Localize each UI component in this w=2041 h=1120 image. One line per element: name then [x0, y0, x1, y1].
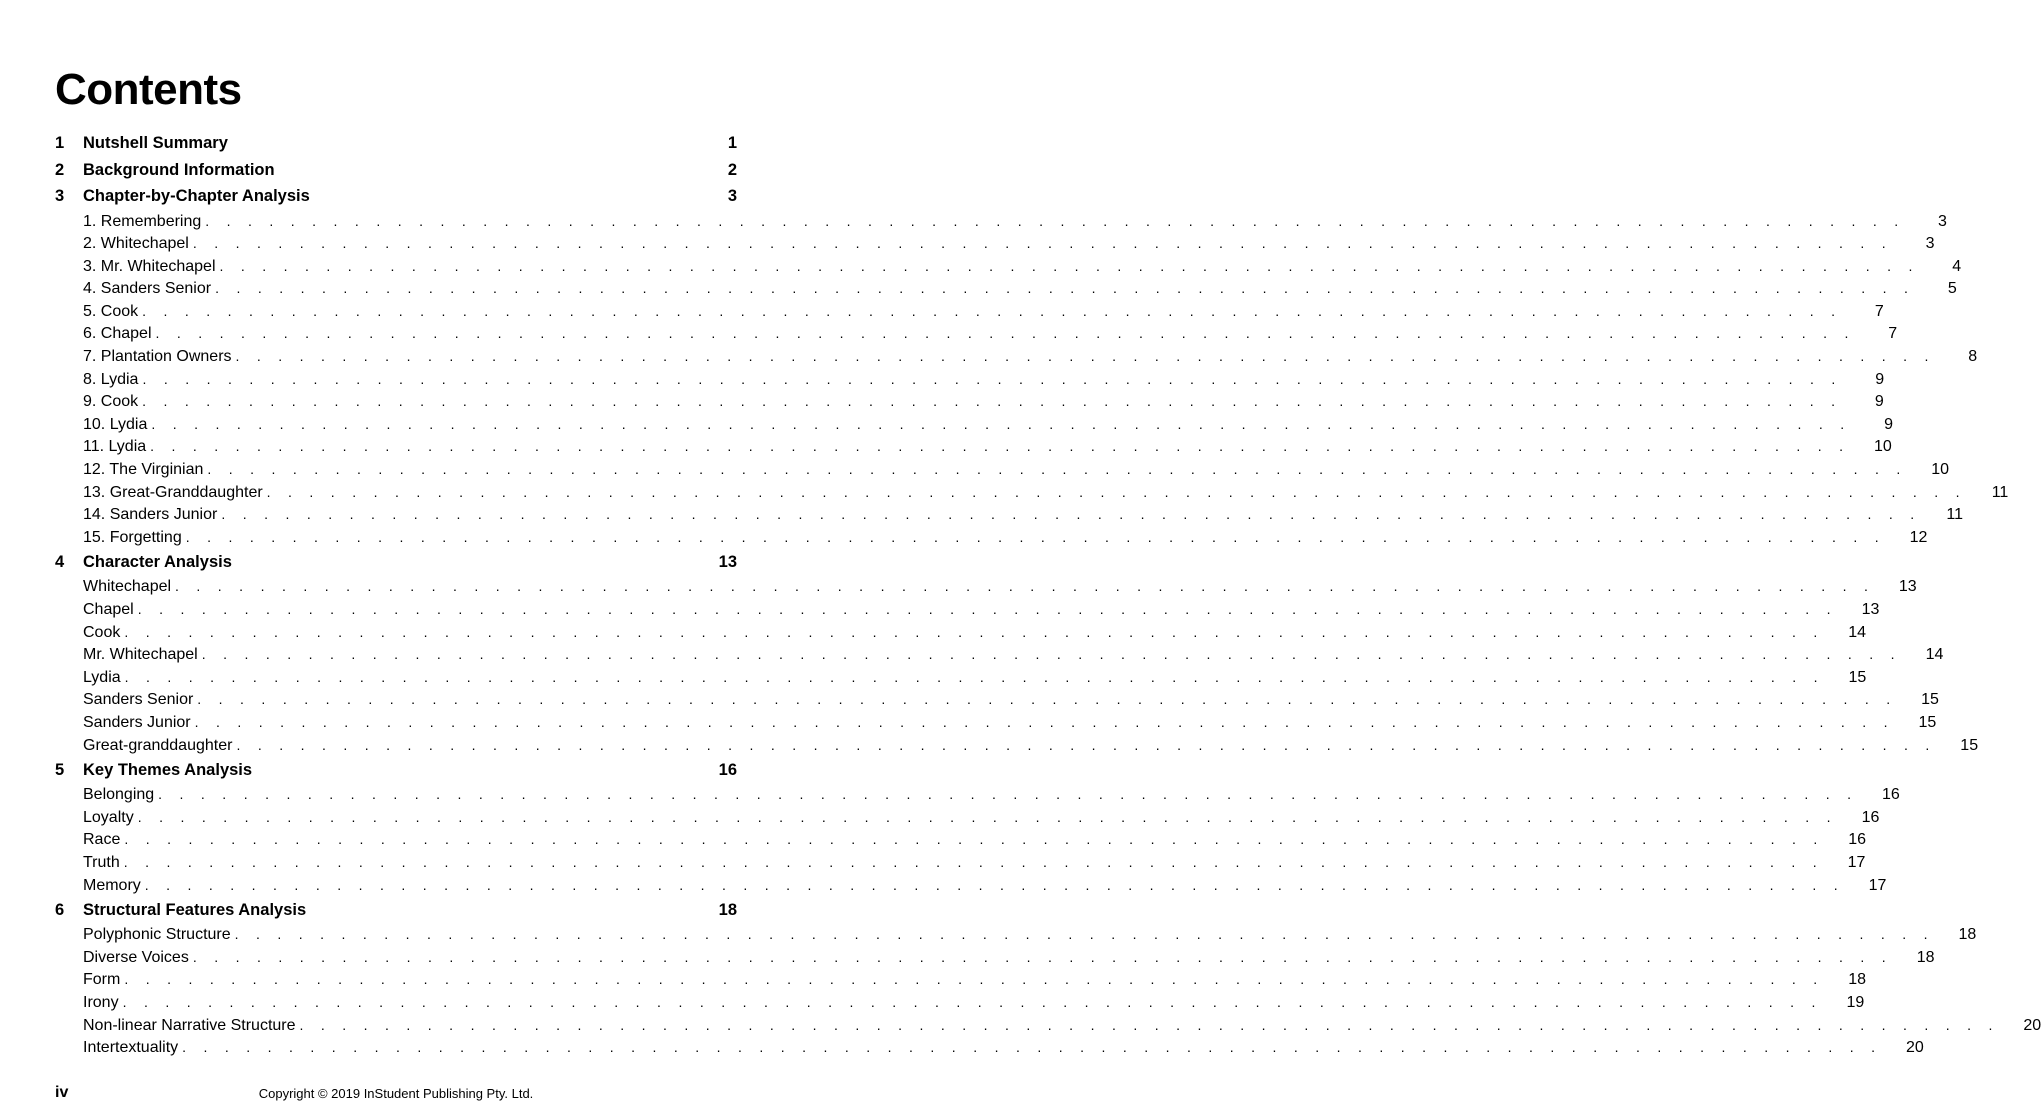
entry-title: 14. Sanders Junior: [83, 506, 218, 524]
toc-entry-row[interactable]: [55, 991, 1865, 1014]
dot-leader: . . . . . . . . . . . . . . . . . . . . . . . . . . . . . . . . . . . . . . . . . . . . . . . . . . . . . . . . . . . . . . . . . . . . . . . . . . . . . . . .: [124, 623, 1825, 640]
section-page-number: 16: [718, 760, 737, 779]
entry-page-number: 14: [1925, 646, 1944, 664]
toc-entry-row[interactable]: [55, 621, 1867, 644]
entry-title: Great-granddaughter: [83, 736, 233, 754]
entry-title: Irony: [83, 993, 119, 1011]
toc-entry-row[interactable]: [55, 277, 1957, 300]
section-page-number: 2: [727, 160, 737, 179]
dot-leader: . . . . . . . . . . . . . . . . . . . . . . . . . . . . . . . . . . . . . . . . . . . . . . . . . . . . . . . . . . . . . . . . . . . . . . . . . . . . . . . .: [142, 393, 1842, 410]
toc-section-row[interactable]: [55, 549, 737, 576]
entry-title: Sanders Senior: [83, 691, 194, 709]
section-number: 6: [55, 900, 65, 919]
entry-title: 5. Cook: [83, 302, 139, 320]
toc-entry-row[interactable]: [55, 968, 1866, 991]
toc-entry-row[interactable]: [55, 598, 1880, 621]
entry-title: Loyalty: [83, 808, 134, 826]
section-number: 2: [55, 160, 65, 179]
entry-title: 6. Chapel: [83, 325, 152, 343]
entry-title: Race: [83, 831, 121, 849]
entry-title: 11. Lydia: [83, 438, 147, 456]
toc-entry-row[interactable]: [55, 526, 1928, 549]
dot-leader: . . . . . . . . . . . . . . . . . . . . . . . . . . . . . . . . . . . . . . . . . . . . . . . . . . . . . . . . . . . . . . . . . . . . . . . . . . . . . . . .: [266, 483, 1967, 500]
dot-leader: . . . . . . . . . . . . . . . . . . . . . . . . . . . . . . . . . . . . . . . . . . . . . . . . . . . . . . . . . . . . . . . . . . . . . . . . . . . . . . . .: [299, 1016, 2000, 1033]
dot-leader: . . . . . . . . . . . . . . . . . . . . . . . . . . . . . . . . . . . . . . . . . . . . . . . . . . . . . . . . . . . . . . . . . . . . . . . . . . . . . . . .: [192, 948, 1893, 965]
dot-leader: . . . . . . . . . . . . . . . . . . . . . . . . . . . . . . . . . . . . . . . . . . . . . . . . . . . . . . . . . . . . . . . . . . . . . . . . . . . . . . . .: [234, 926, 1935, 943]
entry-page-number: 12: [1909, 528, 1928, 546]
entry-title: Intertextuality: [83, 1039, 179, 1057]
entry-title: Belonging: [83, 786, 155, 804]
toc-entry-row[interactable]: [55, 232, 1935, 255]
toc-entry-row[interactable]: [55, 300, 1884, 323]
entry-page-number: 9: [1875, 370, 1885, 388]
toc-entry-row[interactable]: [55, 828, 1867, 851]
dot-leader: . . . . . . . . . . . . . . . . . . . . . . . . . . . . . . . . . . . . . . . . . . . . . . . . . . . . . . . . . . . . . . . . . . . . . . . . . . . . . . . .: [215, 280, 1915, 297]
entry-title: Mr. Whitechapel: [83, 646, 198, 664]
toc-entry-row[interactable]: [55, 435, 1892, 458]
entry-title: 10. Lydia: [83, 415, 148, 433]
toc-entry-row[interactable]: [55, 255, 1962, 278]
toc-section-row[interactable]: [55, 183, 737, 210]
entry-title: Truth: [83, 853, 120, 871]
entry-page-number: 13: [1861, 601, 1880, 618]
toc-entry-row[interactable]: [55, 503, 1963, 526]
dot-leader: . . . . . . . . . . . . . . . . . . . . . . . . . . . . . . . . . . . . . . . . . . . . . . . . . . . . . . . . . . . . . . . . . . . . . . . . . . . . . . . .: [124, 668, 1825, 685]
entry-title: Non-linear Narrative Structure: [83, 1016, 296, 1034]
entry-title: Lydia: [83, 668, 121, 686]
entry-page-number: 15: [1921, 691, 1939, 709]
toc-entry-row[interactable]: [55, 851, 1866, 874]
dot-leader: . . . . . . . . . . . . . . . . . . . . . . . . . . . . . . . . . . . . . . . . . . . . . . . . . . . . . . . . . . . . . . . . . . . . . . . . . . . . . . . .: [182, 1039, 1882, 1056]
section-title: Background Information: [83, 160, 275, 179]
toc-entry-row[interactable]: [55, 711, 1937, 734]
toc-section-row[interactable]: [55, 897, 737, 924]
dot-leader: . . . . . . . . . . . . . . . . . . . . . . . . . . . . . . . . . . . . . . . . . . . . . . . . . . . . . . . . . . . . . . . . . . . . . . . . . . . . . . . .: [192, 235, 1893, 252]
dot-leader: . . . . . . . . . . . . . . . . . . . . . . . . . . . . . . . . . . . . . . . . . . . . . . . . . . . . . . . . . . . . . . . . . . . . . . . . . . . . . . . .: [155, 325, 1856, 342]
entry-title: 8. Lydia: [83, 370, 139, 388]
toc-entry-row[interactable]: [55, 734, 1979, 757]
entry-page-number: 20: [1906, 1039, 1924, 1057]
toc-entry-row[interactable]: [55, 783, 1900, 806]
toc-entry-row[interactable]: [55, 322, 1898, 345]
dot-leader: . . . . . . . . . . . . . . . . . . . . . . . . . . . . . . . . . . . . . . . . . . . . . . . . . . . . . . . . . . . . . . . . . . . . . . . . . . . . . . . .: [123, 853, 1824, 870]
entry-page-number: 16: [1861, 808, 1880, 826]
dot-leader: . . . . . . . . . . . . . . . . . . . . . . . . . . . . . . . . . . . . . . . . . . . . . . . . . . . . . . . . . . . . . . . . . . . . . . . . . . . . . . . .: [205, 212, 1905, 229]
dot-leader: . . . . . . . . . . . . . . . . . . . . . . . . . . . . . . . . . . . . . . . . . . . . . . . . . . . . . . . . . . . . . . . . . . . . . . . . . . . . . . . .: [197, 691, 1897, 708]
section-number: 3: [55, 187, 65, 205]
entry-page-number: 18: [1916, 948, 1935, 966]
entry-page-number: 18: [1958, 926, 1977, 944]
entry-title: 4. Sanders Senior: [83, 280, 212, 298]
entry-title: 12. The Virginian: [83, 461, 204, 479]
entry-page-number: 3: [1938, 212, 1947, 230]
toc-entry-row[interactable]: [55, 666, 1867, 689]
entry-title: 1. Remembering: [83, 212, 202, 230]
entry-title: Cook: [83, 623, 121, 641]
entry-page-number: 9: [1874, 393, 1884, 411]
entry-page-number: 17: [1847, 853, 1866, 871]
footer-copyright: Copyright © 2019 InStudent Publishing Pty. Ltd.: [258, 1086, 534, 1101]
entry-page-number: 20: [2023, 1016, 2041, 1034]
section-title: Key Themes Analysis: [83, 760, 253, 779]
toc-entry-row[interactable]: [55, 874, 1887, 897]
entry-page-number: 8: [1968, 348, 1978, 366]
dot-leader: . . . . . . . . . . . . . . . . . . . . . . . . . . . . . . . . . . . . . . . . . . . . . . . . . . . . . . . . . . . . . . . . . . . . . . . . . . . . . . . .: [236, 736, 1937, 753]
dot-leader: . . . . . . . . . . . . . . . . . . . . . . . . . . . . . . . . . . . . . . . . . . . . . . . . . . . . . . . . . . . . . . . . . . . . . . . . . . . . . . . .: [194, 713, 1895, 730]
entry-page-number: 18: [1848, 971, 1866, 989]
toc-section-row[interactable]: [55, 157, 737, 184]
entry-page-number: 9: [1884, 415, 1893, 433]
entry-page-number: 16: [1882, 786, 1900, 804]
entry-title: Memory: [83, 876, 141, 894]
dot-leader: . . . . . . . . . . . . . . . . . . . . . . . . . . . . . . . . . . . . . . . . . . . . . . . . . . . . . . . . . . . . . . . . . . . . . . . . . . . . . . . .: [144, 876, 1845, 893]
entry-page-number: 10: [1931, 461, 1950, 479]
dot-leader: . . . . . . . . . . . . . . . . . . . . . . . . . . . . . . . . . . . . . . . . . . . . . . . . . . . . . . . . . . . . . . . . . . . . . . . . . . . . . . . .: [221, 506, 1921, 523]
toc-entry-row[interactable]: [55, 413, 1893, 436]
toc-section-row[interactable]: [55, 757, 737, 784]
section-number: 5: [55, 760, 65, 779]
toc-entry-row[interactable]: [55, 481, 2009, 504]
toc-entry-row[interactable]: [55, 806, 1880, 829]
entry-title: Whitechapel: [83, 578, 172, 596]
dot-leader: . . . . . . . . . . . . . . . . . . . . . . . . . . . . . . . . . . . . . . . . . . . . . . . . . . . . . . . . . . . . . . . . . . . . . . . . . . . . . . . .: [158, 786, 1858, 803]
entry-title: Sanders Junior: [83, 713, 191, 731]
entry-page-number: 19: [1846, 993, 1865, 1011]
entry-page-number: 11: [1946, 506, 1963, 524]
section-page-number: 13: [718, 552, 737, 571]
page-footer: [55, 1084, 737, 1106]
dot-leader: . . . . . . . . . . . . . . . . . . . . . . . . . . . . . . . . . . . . . . . . . . . . . . . . . . . . . . . . . . . . . . . . . . . . . . . . . . . . . . . .: [124, 831, 1825, 848]
entry-page-number: 15: [1918, 713, 1937, 731]
entry-title: 3. Mr. Whitechapel: [83, 257, 216, 275]
entry-title: 13. Great-Granddaughter: [83, 483, 263, 501]
entry-page-number: 15: [1848, 668, 1867, 686]
toc-entry-row[interactable]: [55, 368, 1885, 391]
entry-title: 9. Cook: [83, 393, 139, 411]
entry-page-number: 16: [1848, 831, 1867, 849]
section-title: Structural Features Analysis: [83, 900, 307, 919]
dot-leader: . . . . . . . . . . . . . . . . . . . . . . . . . . . . . . . . . . . . . . . . . . . . . . . . . . . . . . . . . . . . . . . . . . . . . . . . . . . . . . . .: [137, 808, 1838, 825]
section-page-number: 3: [727, 187, 737, 205]
dot-leader: . . . . . . . . . . . . . . . . . . . . . . . . . . . . . . . . . . . . . . . . . . . . . . . . . . . . . . . . . . . . . . . . . . . . . . . . . . . . . . . .: [207, 461, 1908, 478]
section-title: Chapter-by-Chapter Analysis: [83, 187, 310, 205]
dot-leader: . . . . . . . . . . . . . . . . . . . . . . . . . . . . . . . . . . . . . . . . . . . . . . . . . . . . . . . . . . . . . . . . . . . . . . . . . . . . . . . .: [142, 302, 1842, 319]
toc-entry-row[interactable]: [55, 923, 1977, 946]
toc-entry-row[interactable]: [55, 946, 1935, 969]
section-number: 4: [55, 552, 65, 571]
entry-title: Diverse Voices: [83, 948, 189, 966]
entry-page-number: 3: [1925, 235, 1935, 253]
entry-title: Chapel: [83, 601, 134, 618]
toc-entry-row[interactable]: [55, 345, 1978, 368]
entry-page-number: 17: [1868, 876, 1887, 894]
dot-leader: . . . . . . . . . . . . . . . . . . . . . . . . . . . . . . . . . . . . . . . . . . . . . . . . . . . . . . . . . . . . . . . . . . . . . . . . . . . . . . . .: [137, 601, 1838, 617]
toc-entry-row[interactable]: [55, 1036, 1924, 1059]
dot-leader: . . . . . . . . . . . . . . . . . . . . . . . . . . . . . . . . . . . . . . . . . . . . . . . . . . . . . . . . . . . . . . . . . . . . . . . . . . . . . . . .: [142, 370, 1843, 387]
entry-page-number: 7: [1888, 325, 1898, 343]
dot-leader: . . . . . . . . . . . . . . . . . . . . . . . . . . . . . . . . . . . . . . . . . . . . . . . . . . . . . . . . . . . . . . . . . . . . . . . . . . . . . . . .: [185, 528, 1886, 545]
dot-leader: . . . . . . . . . . . . . . . . . . . . . . . . . . . . . . . . . . . . . . . . . . . . . . . . . . . . . . . . . . . . . . . . . . . . . . . . . . . . . . . .: [151, 415, 1851, 432]
dot-leader: . . . . . . . . . . . . . . . . . . . . . . . . . . . . . . . . . . . . . . . . . . . . . . . . . . . . . . . . . . . . . . . . . . . . . . . . . . . . . . . .: [235, 348, 1936, 365]
toc-entry-row[interactable]: [55, 688, 1939, 711]
toc-entry-row[interactable]: [55, 210, 1947, 233]
toc-entry-row[interactable]: [55, 643, 1944, 666]
section-page-number: 1: [727, 134, 737, 152]
footer-page-number: iv: [55, 1084, 69, 1101]
entry-page-number: 4: [1952, 257, 1962, 275]
section-title: Nutshell Summary: [83, 134, 228, 152]
entry-title: 2. Whitechapel: [83, 235, 189, 253]
entry-page-number: 15: [1960, 736, 1979, 754]
entry-title: 15. Forgetting: [83, 528, 182, 546]
dot-leader: . . . . . . . . . . . . . . . . . . . . . . . . . . . . . . . . . . . . . . . . . . . . . . . . . . . . . . . . . . . . . . . . . . . . . . . . . . . . . . . .: [219, 257, 1920, 274]
entry-page-number: 5: [1947, 280, 1957, 298]
section-page-number: 18: [718, 900, 737, 919]
entry-page-number: 11: [1991, 483, 2009, 501]
entry-title: Polyphonic Structure: [83, 926, 231, 944]
table-of-contents: [55, 130, 2041, 1059]
section-number: 1: [55, 134, 65, 152]
entry-page-number: 10: [1874, 438, 1892, 456]
dot-leader: . . . . . . . . . . . . . . . . . . . . . . . . . . . . . . . . . . . . . . . . . . . . . . . . . . . . . . . . . . . . . . . . . . . . . . . . . . . . . . . .: [150, 438, 1850, 455]
dot-leader: . . . . . . . . . . . . . . . . . . . . . . . . . . . . . . . . . . . . . . . . . . . . . . . . . . . . . . . . . . . . . . . . . . . . . . . . . . . . . . . .: [124, 971, 1824, 988]
page-title: Contents: [55, 65, 242, 114]
entry-title: Form: [83, 971, 121, 989]
entry-page-number: 14: [1848, 623, 1867, 641]
toc-entry-row[interactable]: [55, 390, 1884, 413]
toc-entry-row[interactable]: [55, 458, 1950, 481]
entry-page-number: 7: [1874, 302, 1884, 320]
toc-entry-row[interactable]: [55, 575, 1917, 598]
dot-leader: . . . . . . . . . . . . . . . . . . . . . . . . . . . . . . . . . . . . . . . . . . . . . . . . . . . . . . . . . . . . . . . . . . . . . . . . . . . . . . . .: [122, 993, 1823, 1010]
section-title: Character Analysis: [83, 552, 232, 571]
entry-title: 7. Plantation Owners: [83, 348, 232, 366]
dot-leader: . . . . . . . . . . . . . . . . . . . . . . . . . . . . . . . . . . . . . . . . . . . . . . . . . . . . . . . . . . . . . . . . . . . . . . . . . . . . . . . .: [201, 646, 1902, 663]
toc-section-row[interactable]: [55, 130, 737, 157]
toc-entry-row[interactable]: [55, 1014, 2041, 1037]
entry-page-number: 13: [1898, 578, 1917, 596]
dot-leader: . . . . . . . . . . . . . . . . . . . . . . . . . . . . . . . . . . . . . . . . . . . . . . . . . . . . . . . . . . . . . . . . . . . . . . . . . . . . . . . .: [175, 578, 1875, 595]
